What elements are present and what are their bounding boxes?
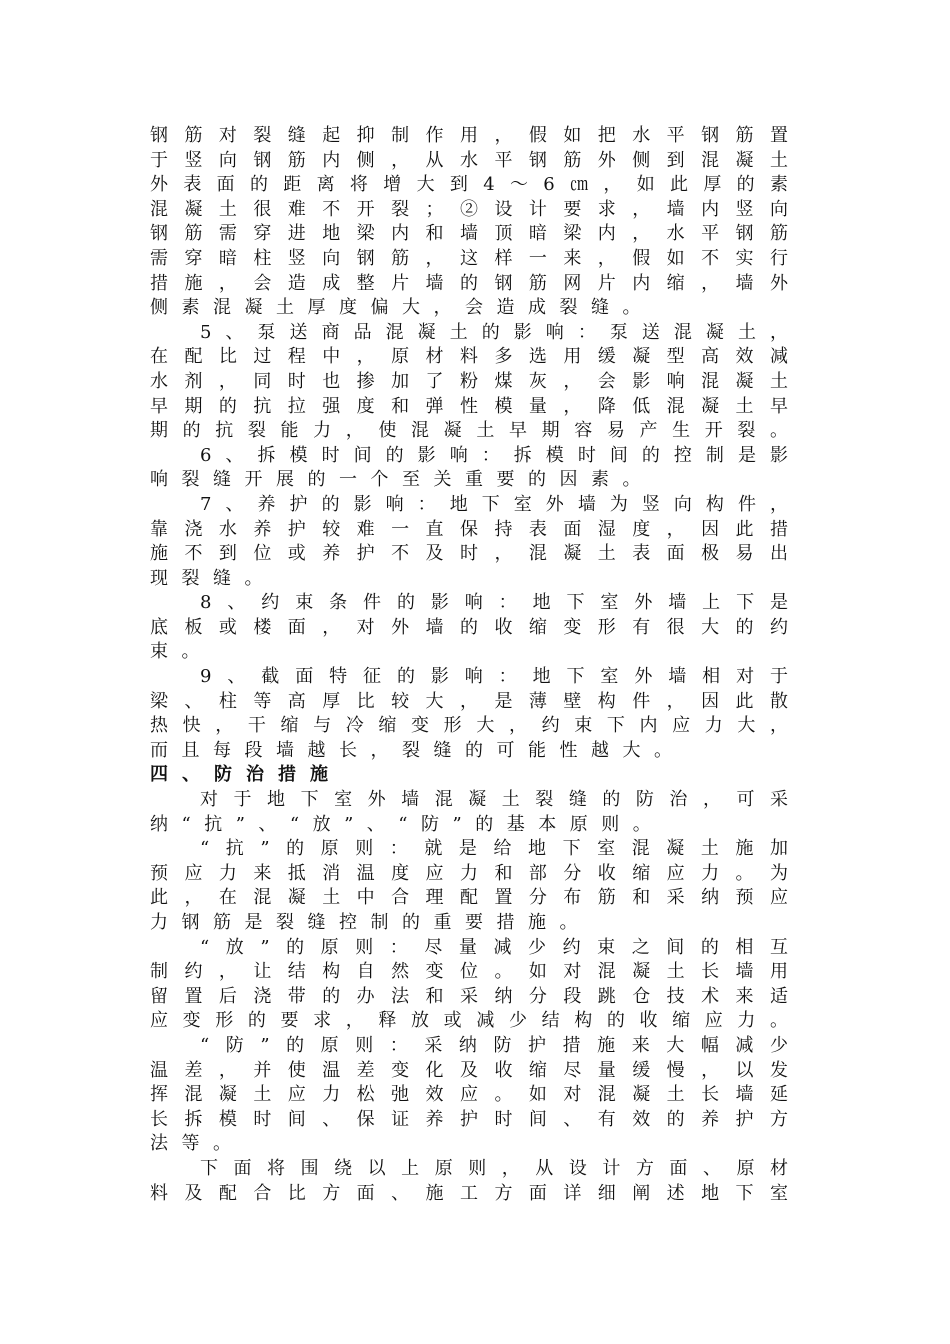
text-line: 早期的抗拉强度和弹性模量，降低混凝土早	[150, 395, 790, 417]
text-line: 对于地下室外墙混凝土裂缝的防治，可采	[200, 789, 790, 811]
text-line: 现裂缝。	[150, 567, 276, 589]
text-line: 留置后浇带的办法和采纳分段跳仓技术来适	[150, 985, 790, 1007]
text-line: 此，在混凝土中合理配置分布筋和采纳预应	[150, 887, 790, 909]
text-line: 施不到位或养护不及时，混凝土表面极易出	[150, 543, 790, 565]
text-line: 8、约束条件的影响：地下室外墙上下是	[200, 592, 790, 614]
text-line: 水剂，同时也掺加了粉煤灰，会影响混凝土	[150, 370, 790, 392]
text-line: 束。	[150, 641, 213, 663]
text-line: 挥混凝土应力松弛效应。如对混凝土长墙延	[150, 1084, 790, 1106]
text-line: 7、养护的影响：地下室外墙为竖向构件，	[200, 493, 790, 515]
text-line: 于竖向钢筋内侧，从水平钢筋外侧到混凝土	[150, 149, 790, 171]
body-text	[150, 124, 790, 1206]
text-line: 而且每段墙越长，裂缝的可能性越大。	[150, 739, 686, 761]
text-line: 钢筋对裂缝起抑制作用，假如把水平钢筋置	[150, 125, 790, 146]
text-line: 靠浇水养护较难一直保持表面湿度，因此措	[150, 518, 790, 540]
text-line: 下面将围绕以上原则，从设计方面、原材	[200, 1157, 790, 1179]
text-line: 期的抗裂能力，使混凝土早期容易产生开裂。	[150, 420, 790, 442]
text-line: 制约，让结构自然变位。如对混凝土长墙用	[150, 961, 790, 983]
text-line: “放”的原则：尽量减少约束之间的相互	[200, 936, 790, 958]
text-line: 预应力来抵消温度应力和部分收缩应力。为	[150, 862, 790, 884]
text-line: 9、截面特征的影响：地下室外墙相对于	[200, 666, 790, 688]
text-line: 需穿暗柱竖向钢筋，这样一来，假如不实行	[150, 247, 790, 269]
text-line: 力钢筋是裂缝控制的重要措施。	[150, 912, 591, 933]
text-line: 底板或楼面，对外墙的收缩变形有很大的约	[150, 616, 790, 638]
text-line: 侧素混凝土厚度偏大，会造成裂缝。	[150, 297, 654, 319]
text-line: 热快，干缩与冷缩变形大，约束下内应力大，	[150, 715, 790, 737]
text-line: 料及配合比方面、施工方面详细阐述地下室	[150, 1182, 790, 1204]
text-line: 应变形的要求，释放或减少结构的收缩应力。	[150, 1010, 790, 1032]
section-heading: 四、防治措施	[150, 764, 342, 786]
text-line: 纳“抗”、“放”、“防”的基本原则。	[150, 813, 665, 835]
text-line: 外表面的距离将增大到4～6㎝，如此厚的素	[150, 174, 790, 196]
text-line: 梁、柱等高厚比较大，是薄壁构件，因此散	[150, 690, 790, 712]
text-line: 钢筋需穿进地梁内和墙顶暗梁内，水平钢筋	[150, 223, 790, 245]
text-line: “防”的原则：采纳防护措施来大幅减少	[200, 1034, 790, 1056]
text-line: 温差，并使温差变化及收缩尽量缓慢，以发	[150, 1059, 790, 1081]
text-line: “抗”的原则：就是给地下室混凝土施加	[200, 838, 790, 860]
text-line: 6、拆模时间的影响：拆模时间的控制是影	[200, 444, 790, 466]
text-line: 法等。	[150, 1133, 245, 1155]
text-line: 在配比过程中，原材料多选用缓凝型高效减	[150, 346, 790, 368]
text-line: 混凝土很难不开裂；②设计要求，墙内竖向	[150, 198, 790, 220]
text-line: 长拆模时间、保证养护时间、有效的养护方	[150, 1108, 790, 1130]
text-line: 措施，会造成整片墙的钢筋网片内缩，墙外	[150, 272, 790, 294]
text-line: 响裂缝开展的一个至关重要的因素。	[150, 469, 654, 491]
text-line: 5、泵送商品混凝土的影响：泵送混凝土，	[200, 321, 790, 343]
